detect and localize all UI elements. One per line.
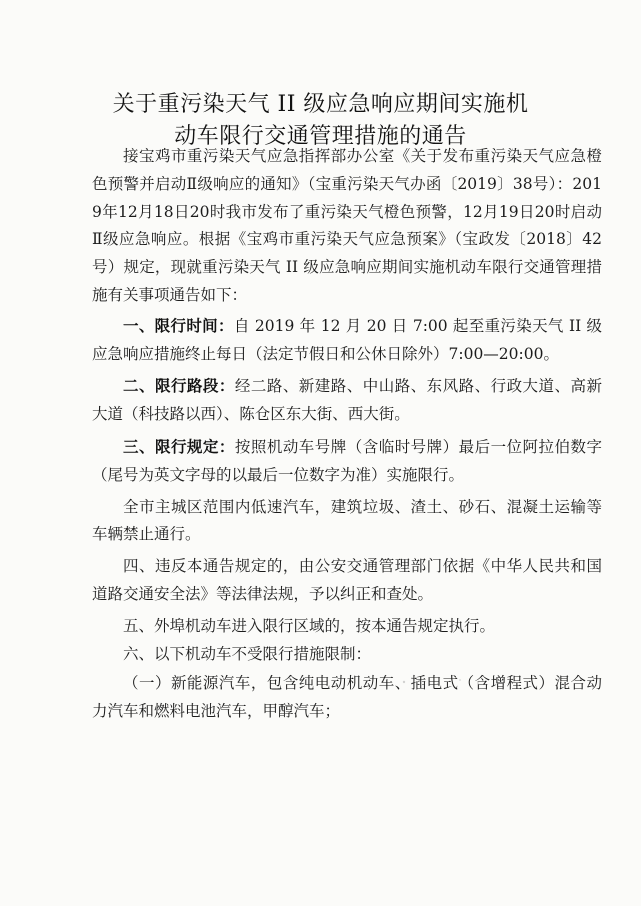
section-rules <box>92 433 602 490</box>
notice-title-line-1: 关于重污染天气 II 级应急响应期间实施机 <box>112 91 529 117</box>
section-exempt-heading: 六、以下机动车不受限行措施限制： <box>123 644 372 663</box>
section-exempt-item-1: （一）新能源汽车，包含纯电动机动车、插电式（含增程式）混合动力汽车和燃料电池汽车，甲醇汽车； <box>92 674 602 721</box>
section-ban: 全市主城区范围内低速汽车，建筑垃圾、渣土、砂石、混凝土运输等车辆禁止通行。 <box>92 497 602 544</box>
section-time <box>92 312 602 369</box>
section-time-text: 自 2019 年 12 月 20 日 7:00 起至重污染天气 II 级应急响应措施终止每日（法定节假日和公休日除外）7:00—20:00。 <box>92 316 602 363</box>
section-roads-text: 经二路、新建路、中山路、东风路、行政大道、高新大道（科技路以西）、陈仓区东大街、西大街。 <box>92 377 602 424</box>
section-rules-text: 按照机动车号牌（含临时号牌）最后一位阿拉伯数字（尾号为英文字母的以最后一位数字为准）实施限行。 <box>92 437 602 484</box>
notice-body <box>92 143 602 726</box>
scan-speck-marks <box>398 672 488 690</box>
notice-title-line-2: 动车限行交通管理措施的通告 <box>174 123 467 149</box>
section-violation: 四、违反本通告规定的，由公安交通管理部门依据《中华人民共和国道路交通安全法》等法律法规，予以纠正和查处。 <box>92 557 602 603</box>
section-roads-label: 二、限行路段： <box>123 376 235 396</box>
section-outside: 五、外埠机动车进入限行区域的，按本通告规定执行。 <box>123 616 496 635</box>
section-roads <box>92 372 602 429</box>
section-time-label: 一、限行时间： <box>123 315 234 335</box>
section-rules-label: 三、限行规定： <box>123 436 235 456</box>
intro-paragraph: 接宝鸡市重污染天气应急指挥部办公室《关于发布重污染天气应急橙色预警并启动Ⅱ级响应的通知》（宝重污染天气办函〔2019〕38号）：2019年12月18日20时我市发布了重污染天气橙色预警，12月19日20时启动Ⅱ级应急响应。根据《宝鸡市重污染天气应急预案》（宝政发〔2018〕42号）规定，现就重污染天气 II 级应急响应期间实施机动车限行交通管理措施有关事项通告如下： <box>92 147 602 304</box>
